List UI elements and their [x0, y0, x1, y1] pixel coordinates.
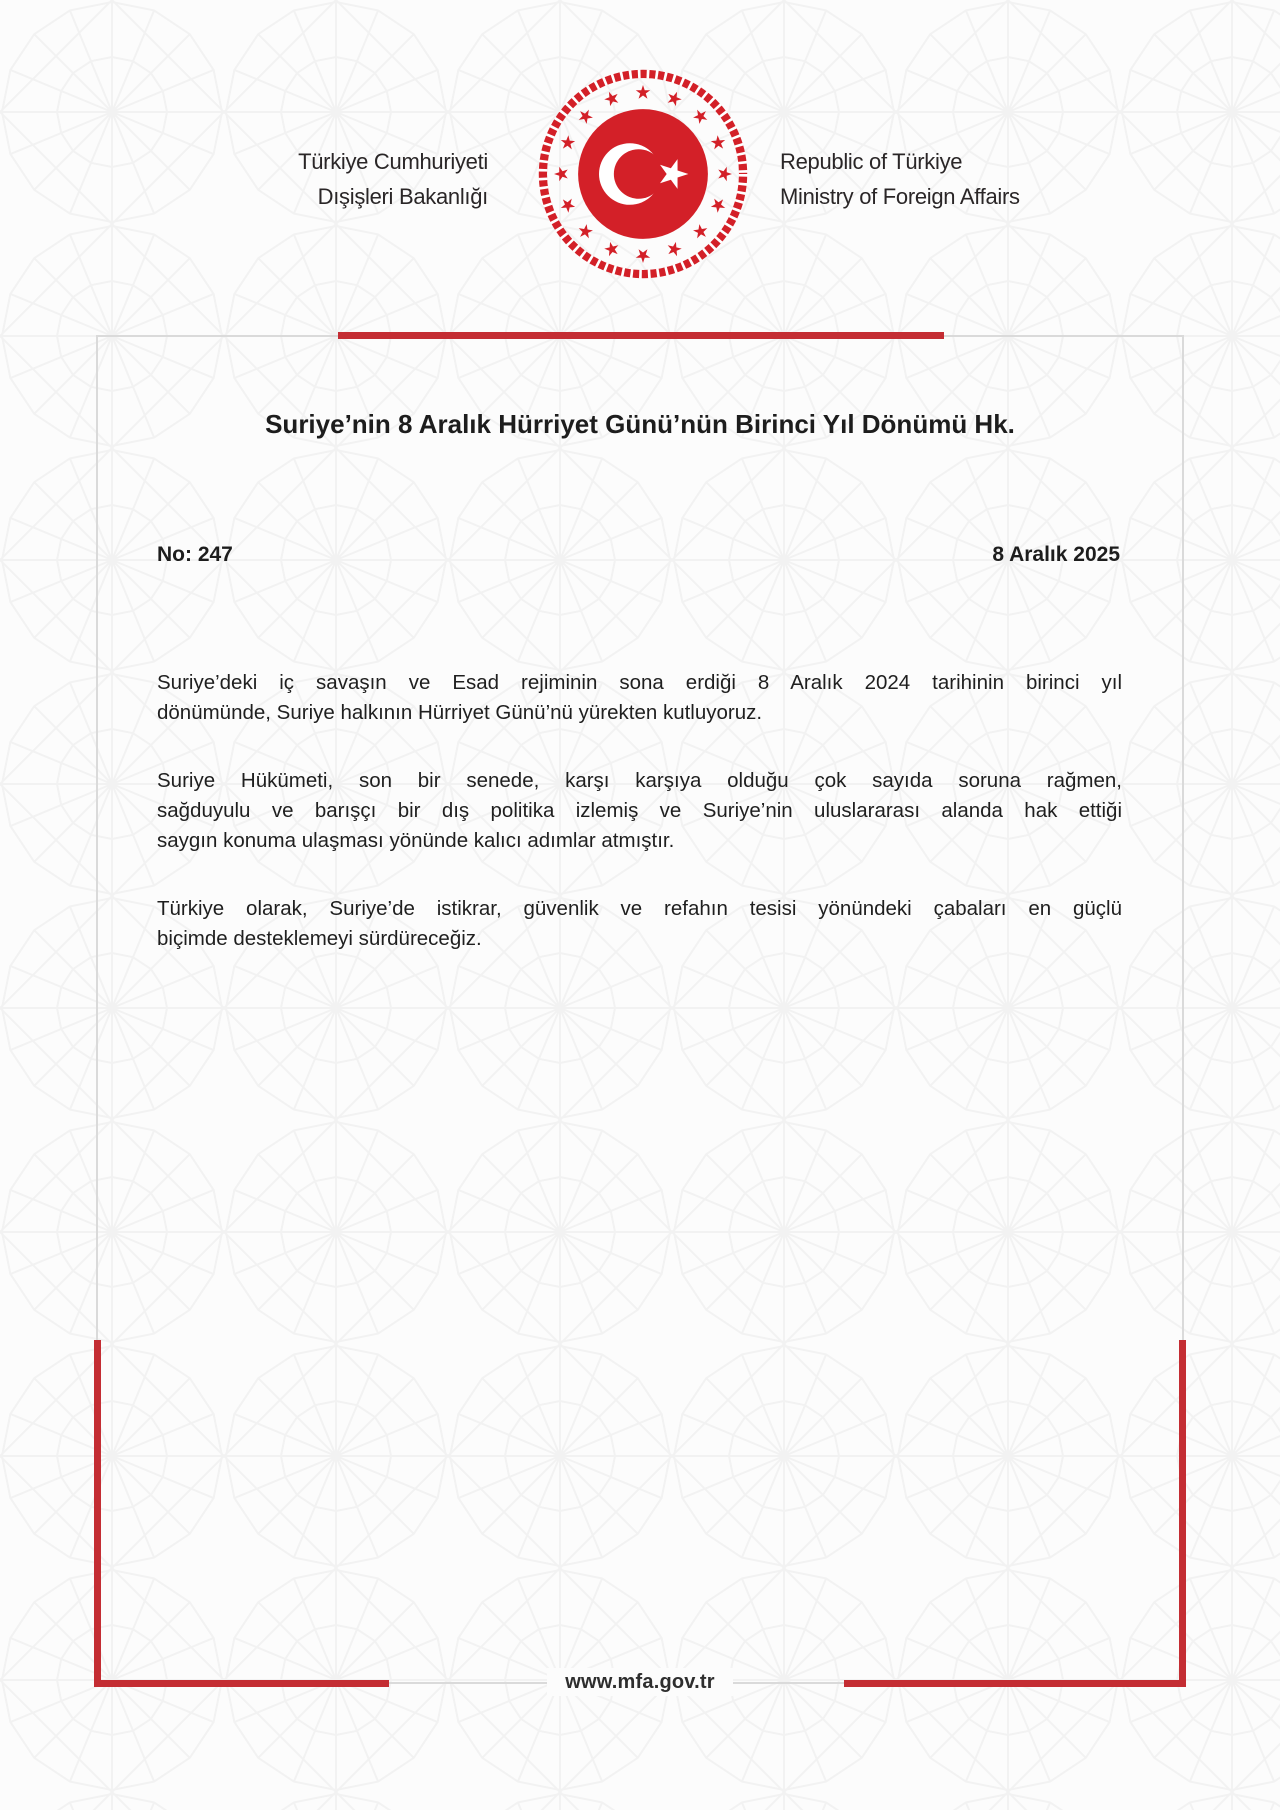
- letter-frame: [96, 335, 1184, 1684]
- paragraph-line: Suriye Hükümeti, son bir senede, karşı karşıya olduğu çok sayıda soruna rağmen,: [157, 769, 1122, 792]
- ministry-name-english-line2: Ministry of Foreign Affairs: [780, 184, 1020, 209]
- ministry-name-english: [780, 144, 1020, 214]
- mfa-website-url: www.mfa.gov.tr: [547, 1668, 732, 1696]
- footer: [0, 1668, 1280, 1696]
- bottom-right-bracket-vertical: [1179, 1340, 1186, 1687]
- paragraph-line: Türkiye olarak, Suriye’de istikrar, güvenlik ve refahın tesisi yönündeki çabaları en güçlü: [157, 897, 1122, 920]
- body-paragraph: [157, 668, 1122, 728]
- paragraph-line: Suriye’deki iç savaşın ve Esad rejiminin sona erdiği 8 Aralık 2024 tarihinin birinci yıl: [157, 671, 1122, 694]
- body-paragraph: [157, 766, 1122, 856]
- meta-row: [157, 543, 1120, 567]
- release-date: 8 Aralık 2025: [992, 543, 1120, 566]
- paragraph-line: biçimde desteklemeyi sürdüreceğiz.: [157, 927, 482, 950]
- ministry-name-turkish: [298, 144, 488, 214]
- paragraph-line: saygın konuma ulaşması yönünde kalıcı adımlar atmıştır.: [157, 829, 675, 852]
- body-paragraph: [157, 894, 1122, 954]
- press-release-title: Suriye’nin 8 Aralık Hürriyet Günü’nün Birinci Yıl Dönümü Hk.: [265, 409, 1015, 439]
- bottom-left-bracket-vertical: [94, 1340, 101, 1687]
- body-paragraphs: [157, 668, 1122, 992]
- ministry-name-turkish-line1: Türkiye Cumhuriyeti: [298, 149, 488, 174]
- top-accent-bar: [338, 332, 944, 339]
- paragraph-line: sağduyulu ve barışçı bir dış politika izlemiş ve Suriye’nin uluslararası alanda hak ettiği: [157, 799, 1122, 822]
- paragraph-line: dönümünde, Suriye halkının Hürriyet Günü’nü yürekten kutluyoruz.: [157, 701, 763, 724]
- ministry-name-english-line1: Republic of Türkiye: [780, 149, 963, 174]
- mfa-emblem-icon: [533, 64, 753, 284]
- ministry-name-turkish-line2: Dışişleri Bakanlığı: [317, 184, 488, 209]
- release-number: No: 247: [157, 543, 233, 566]
